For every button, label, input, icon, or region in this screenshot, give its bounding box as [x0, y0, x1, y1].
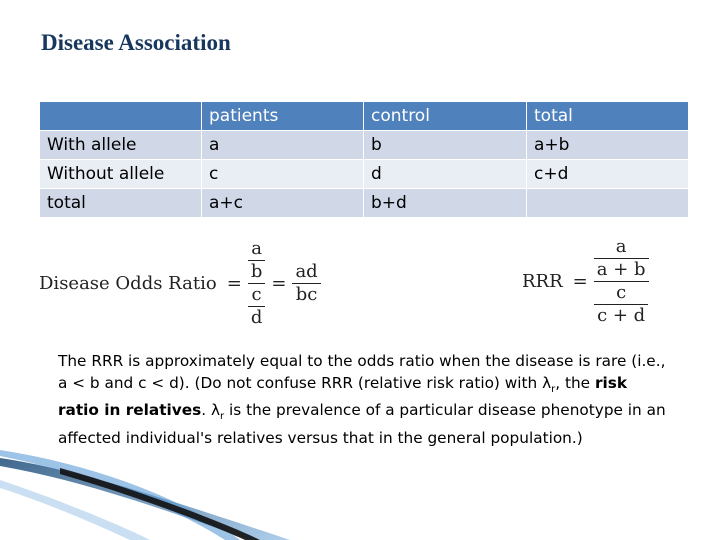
- paragraph-text: , the: [555, 373, 595, 392]
- table-cell: a+b: [527, 131, 689, 160]
- subscript: r: [551, 383, 556, 395]
- table-header-cell: [40, 102, 202, 131]
- compound-fraction: [248, 238, 266, 329]
- table-header-cell: patients: [202, 102, 364, 131]
- table-cell: b: [364, 131, 527, 160]
- table-header-row: [40, 102, 689, 131]
- paragraph-text: The RRR is approximately equal to the odds ratio when the disease is rare (i.e., a < b and c < d). (Do not confuse RRR (relative risk ratio) with: [58, 352, 666, 392]
- table-row: [40, 160, 689, 189]
- paragraph-text: .: [201, 401, 211, 420]
- bold-term: risk ratio in relatives: [58, 373, 628, 420]
- equals-sign: =: [572, 271, 588, 292]
- table-cell: a+c: [202, 189, 364, 218]
- table-cell: Without allele: [40, 160, 202, 189]
- slide-title: Disease Association: [41, 30, 231, 55]
- odds-ratio-label: Disease Odds Ratio: [39, 273, 217, 294]
- table-cell: b+d: [364, 189, 527, 218]
- fraction-term: c: [251, 284, 262, 305]
- table-row: [40, 131, 689, 160]
- table-cell: [527, 189, 689, 218]
- table-cell: c: [202, 160, 364, 189]
- table-header-cell: total: [527, 102, 689, 131]
- rrr-label: RRR: [522, 271, 563, 292]
- table-cell: c+d: [527, 160, 689, 189]
- fraction-term: a + b: [596, 259, 646, 280]
- table-row: [40, 189, 689, 218]
- explanation-paragraph: [58, 351, 670, 449]
- odds-ratio-formula: [39, 238, 321, 329]
- simplified-fraction: [292, 261, 320, 306]
- table-cell: a: [202, 131, 364, 160]
- fraction-term: c + d: [597, 305, 646, 326]
- lambda-symbol: λ: [210, 401, 221, 420]
- equals-sign: =: [226, 273, 242, 294]
- fraction-term: bc: [295, 284, 318, 305]
- table-cell: With allele: [40, 131, 202, 160]
- denominator-fraction: [594, 282, 648, 327]
- subscript: r: [220, 411, 225, 423]
- fraction-term: ad: [295, 261, 318, 282]
- fraction-term: c: [616, 282, 627, 303]
- rrr-formula: [522, 236, 649, 327]
- fraction-term: d: [250, 307, 263, 328]
- decorative-swoosh: [0, 440, 720, 540]
- paragraph-text: is the prevalence of a particular disease phenotype in an affected individual's relatives versus that in the general population.): [58, 401, 666, 447]
- numerator-fraction: [594, 236, 649, 281]
- contingency-table: [39, 101, 689, 218]
- lambda-symbol: λ: [542, 373, 552, 392]
- table-header-cell: control: [364, 102, 527, 131]
- fraction-term: a: [251, 238, 262, 259]
- fraction-term: a: [615, 236, 627, 257]
- fraction-term: b: [250, 261, 263, 282]
- table-cell: total: [40, 189, 202, 218]
- compound-fraction: [594, 236, 649, 327]
- numerator-fraction: [248, 238, 266, 283]
- table-cell: d: [364, 160, 527, 189]
- equals-sign: =: [271, 273, 287, 294]
- denominator-fraction: [248, 284, 266, 329]
